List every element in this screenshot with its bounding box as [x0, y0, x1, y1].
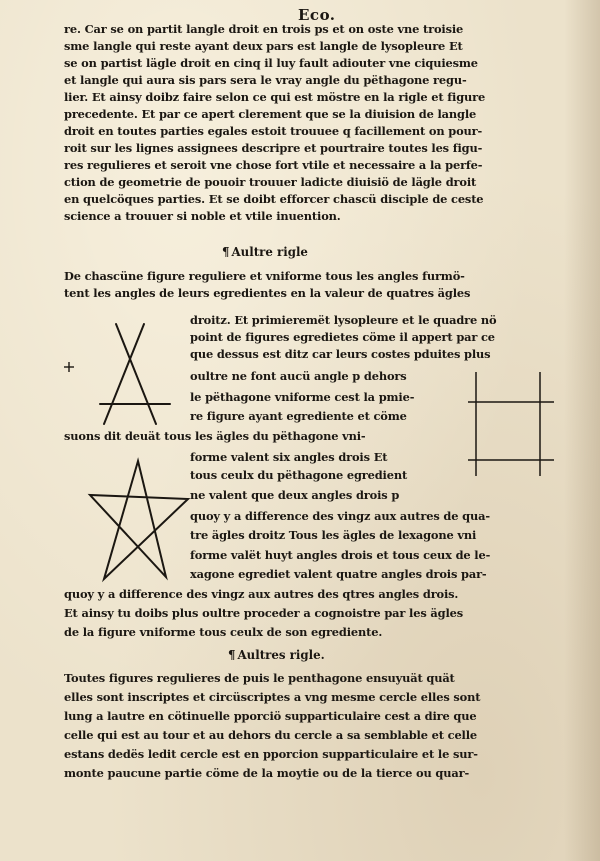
text-line: de la figure vniforme tous ceulx de son egrediente.	[64, 625, 383, 639]
margin-mark-icon	[62, 360, 76, 374]
text-line: et langle qui aura sis pars sera le vray angle du pëthagone regu-	[64, 73, 467, 87]
rubric-heading	[222, 244, 308, 261]
text-line: tre ägles droitz Tous les ägles de lexagone vni	[190, 528, 477, 542]
text-line: point de figures egredietes cöme il appert par ce	[190, 330, 495, 344]
text-line: forme valent six angles drois Et	[190, 450, 388, 464]
text-line: science a trouuer si noble et vtile inuention.	[64, 209, 341, 223]
text-line: precedente. Et par ce apert clerement que se la diuision de langle	[64, 107, 477, 121]
text-line: forme valët huyt angles drois et tous ceux de le-	[190, 548, 491, 562]
text-line: droitz. Et primieremët lysopleure et le quadre nö	[190, 313, 497, 327]
text-line: que dessus est ditz car leurs costes pduites plus	[190, 347, 491, 361]
text-line: lier. Et ainsy doibz faire selon ce qui est möstre en la rigle et figure	[64, 90, 486, 104]
pilcrow-icon: ¶	[222, 245, 230, 259]
text-line: Toutes figures regulieres de puis le penthagone ensuyuät quät	[64, 671, 455, 685]
text-line: tent les angles de leurs egredientes en la valeur de quatres ägles	[64, 286, 471, 300]
text-line: oultre ne font aucü angle p dehors	[190, 369, 407, 383]
text-line: quoy y a difference des vingz aux autres des qtres angles drois.	[64, 587, 459, 601]
triangle-side	[104, 324, 144, 424]
text-line: De chascüne figure reguliere et vniforme tous les angles furmö-	[64, 269, 465, 283]
text-line: sme langle qui reste ayant deux pars est langle de lysopleure Et	[64, 39, 463, 53]
text-line: re figure ayant egrediente et cöme	[190, 409, 407, 423]
text-line: ction de geometrie de pouoir trouuer ladicte diuisiö de lägle droit	[64, 175, 477, 189]
triangle-side	[116, 324, 156, 424]
page-edge-shadow	[564, 0, 600, 861]
text-line: estans dedës ledit cercle est en pporcion supparticulaire et le sur-	[64, 747, 478, 761]
text-line: suons dit deuät tous les ägles du pëthagone vni-	[64, 429, 366, 443]
folio-number: Eco.	[298, 6, 336, 24]
text-line: Et ainsy tu doibs plus oultre proceder a cognoistre par les ägles	[64, 606, 463, 620]
text-line: celle qui est au tour et au dehors du cercle a sa semblable et celle	[64, 728, 478, 742]
pentagram-outline	[90, 461, 188, 579]
text-line: en quelcöques parties. Et se doibt efforcer chascü disciple de ceste	[64, 192, 484, 206]
text-line: quoy y a difference des vingz aux autres de qua-	[190, 509, 490, 523]
pentagram-figure	[78, 455, 198, 585]
rubric-heading	[228, 647, 325, 664]
text-line: monte paucune partie cöme de la moytie ou de la tierce ou quar-	[64, 766, 470, 780]
rubric-text: Aultres rigle.	[237, 648, 325, 662]
text-line: res regulieres et seroit vne chose fort vtile et necessaire a la perfe-	[64, 158, 483, 172]
text-line: roit sur les lignes assignees descripre et pourtraire toutes les figu-	[64, 141, 483, 155]
text-line: xagone egrediet valent quatre angles drois par-	[190, 567, 487, 581]
text-line: tous ceulx du pëthagone egredient	[190, 468, 408, 482]
text-line: le pëthagone vniforme cest la pmie-	[190, 390, 415, 404]
text-line: re. Car se on partit langle droit en trois ps et on oste vne troisie	[64, 22, 464, 36]
text-line: elles sont inscriptes et circüscriptes a vng mesme cercle elles sont	[64, 690, 481, 704]
triangle-figure	[70, 320, 190, 440]
text-line: droit en toutes parties egales estoit trouuee q facillement on pour-	[64, 124, 483, 138]
text-line: se on partist lägle droit en cinq il luy fault adiouter vne ciquiesme	[64, 56, 478, 70]
text-line: ne valent que deux angles drois p	[190, 488, 400, 502]
rubric-text: Aultre rigle	[231, 245, 308, 259]
pilcrow-icon: ¶	[228, 648, 236, 662]
square-figure	[468, 372, 558, 482]
text-line: lung a lautre en cötinuelle pporciö supparticulaire cest a dire que	[64, 709, 477, 723]
